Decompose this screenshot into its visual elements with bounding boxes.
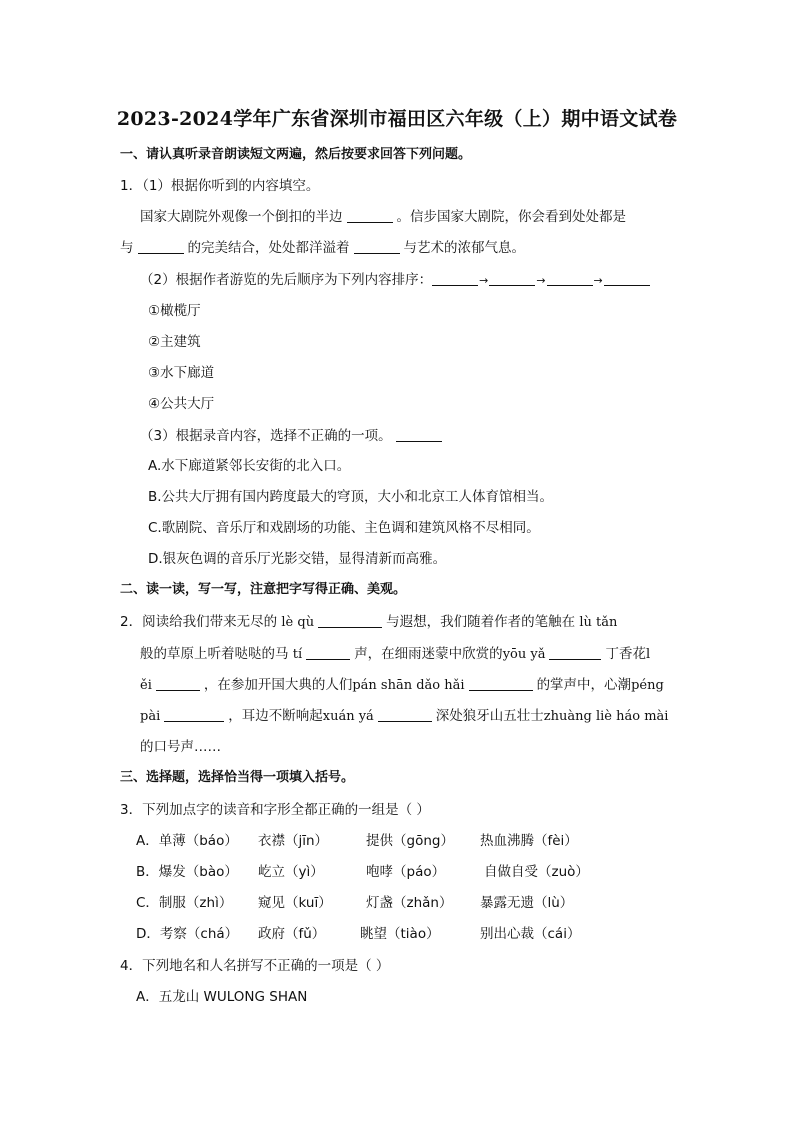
answer-blank[interactable]: [306, 645, 350, 660]
order-item: ②主建筑: [148, 334, 201, 350]
order-item: ④公共大厅: [148, 396, 215, 412]
answer-blank[interactable]: [347, 208, 393, 223]
q1-sub2: （2）根据作者游览的先后顺序为下列内容排序： → → →: [140, 270, 650, 291]
q2-line-3: ěi ，在参加开国大典的人们pán shān dǎo hǎi 的掌声中，心潮péng: [140, 677, 664, 693]
q4-option-a: A．五龙山 WULONG SHAN: [136, 989, 308, 1005]
q3-cell: 窥见（kuī）: [258, 895, 332, 911]
q4-heading: 4．下列地名和人名拼写不正确的一项是（ ）: [120, 958, 390, 974]
choice-option: B.公共大厅拥有国内跨度最大的穹顶，大小和北京工人体育馆相当。: [148, 489, 554, 505]
answer-blank[interactable]: [489, 271, 535, 286]
exam-title: 2023-2024学年广东省深圳市福田区六年级（上）期中语文试卷: [116, 108, 678, 130]
answer-blank[interactable]: [604, 271, 650, 286]
q3-cell: 咆哮（páo）: [366, 864, 446, 880]
section-2-heading: 二、读一读，写一写，注意把字写得正确、美观。: [120, 582, 407, 597]
q2-line-5: 的口号声……: [140, 739, 221, 755]
q1-sub3: （3）根据录音内容，选择不正确的一项。: [140, 426, 446, 446]
q3-heading: 3．下列加点字的读音和字形全都正确的一组是（ ）: [120, 802, 430, 818]
q2-line-2: 般的草原上听着哒哒的马 tí 声，在细雨迷蒙中欣赏的yōu yǎ 丁香花l: [140, 646, 651, 662]
answer-blank[interactable]: [547, 271, 593, 286]
section-1-heading: 一、请认真听录音朗读短文两遍，然后按要求回答下列问题。: [120, 147, 472, 162]
q3-cell: D．考察（chá）: [136, 926, 239, 942]
answer-blank[interactable]: [396, 427, 442, 442]
q1-paragraph-line-1: 国家大剧院外观像一个倒扣的半边 。信步国家大剧院，你会看到处处都是: [140, 209, 626, 225]
answer-blank[interactable]: [469, 676, 533, 691]
q3-cell: 灯盏（zhǎn）: [366, 895, 453, 911]
q3-cell: 暴露无遗（lù）: [480, 895, 574, 911]
order-item: ①橄榄厅: [148, 303, 201, 319]
choice-option: D.银灰色调的音乐厅光影交错，显得清新而高雅。: [148, 551, 447, 567]
q3-cell: B．爆发（bào）: [136, 864, 238, 880]
q3-cell: 政府（fǔ）: [258, 926, 326, 942]
q3-cell: 提供（gōng）: [366, 833, 454, 849]
answer-blank[interactable]: [138, 239, 184, 254]
q3-cell: 屹立（yì）: [258, 864, 324, 880]
answer-blank[interactable]: [378, 707, 432, 722]
q3-cell: 眺望（tiào）: [360, 926, 440, 942]
choice-option: A.水下廊道紧邻长安街的北入口。: [148, 458, 351, 474]
section-3-heading: 三、选择题，选择恰当得一项填入括号。: [120, 770, 355, 785]
answer-blank[interactable]: [354, 239, 400, 254]
answer-blank[interactable]: [318, 613, 382, 628]
answer-blank[interactable]: [164, 707, 224, 722]
answer-blank[interactable]: [549, 645, 601, 660]
choice-option: C.歌剧院、音乐厅和戏剧场的功能、主色调和建筑风格不尽相同。: [148, 520, 540, 536]
answer-blank[interactable]: [432, 271, 478, 286]
q3-cell: 热血沸腾（fèi）: [480, 833, 578, 849]
q3-cell: C．制服（zhì）: [136, 895, 233, 911]
answer-blank[interactable]: [156, 676, 200, 691]
q3-cell: 衣襟（jīn）: [258, 833, 329, 849]
q2-line-1: 2．阅读给我们带来无尽的 lè qù 与遐想，我们随着作者的笔触在 lù tǎn: [120, 614, 618, 630]
q3-cell: 自做自受（zuò）: [484, 864, 589, 880]
q3-cell: A．单薄（báo）: [136, 833, 238, 849]
q3-cell: 别出心裁（cái）: [480, 926, 581, 942]
q2-line-4: pài ，耳边不断响起xuán yá 深处狼牙山五壮士zhuàng liè háo mài: [140, 708, 669, 724]
q1-paragraph-line-2: 与 的完美结合，处处都洋溢着 与艺术的浓郁气息。: [120, 240, 525, 256]
q1-heading: 1．（1）根据你听到的内容填空。: [120, 178, 320, 194]
order-item: ③水下廊道: [148, 365, 215, 381]
